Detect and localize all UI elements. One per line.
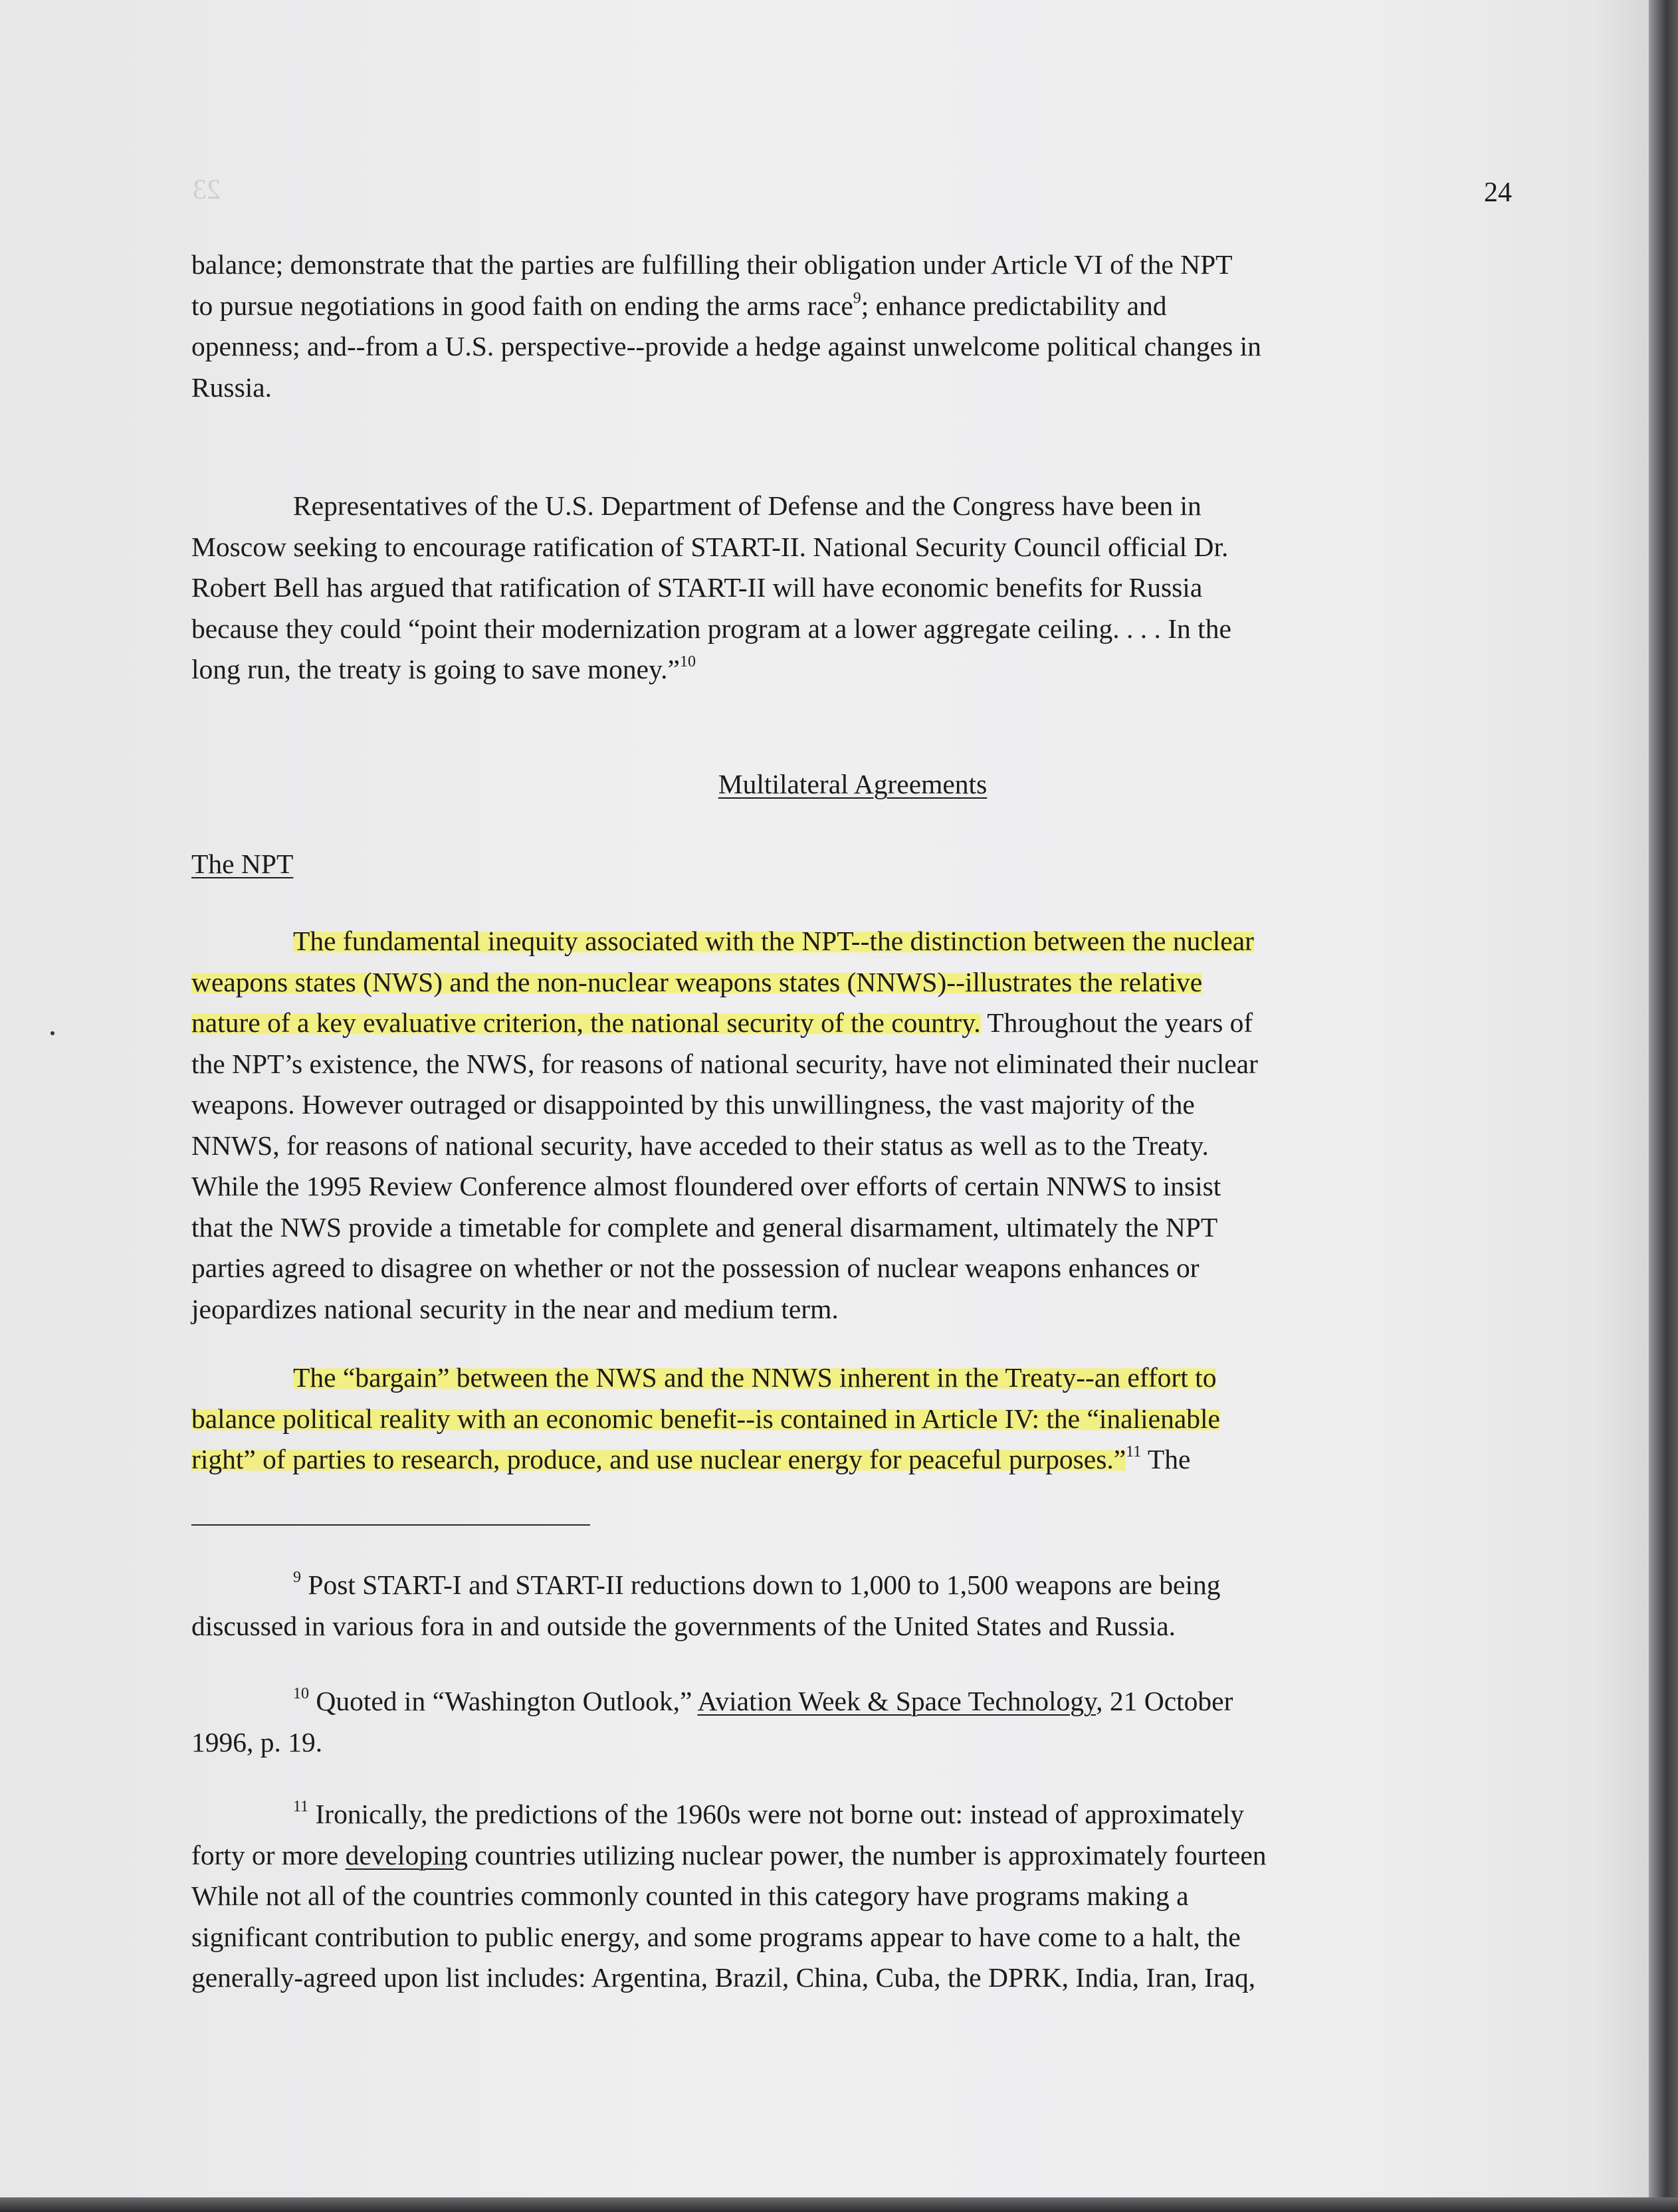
text-line: Robert Bell has argued that ratification of START-II will have economic benefits for Russia — [191, 572, 1203, 603]
page-number: 24 — [1484, 177, 1512, 208]
text-line: Russia. — [191, 371, 272, 403]
subheading-block — [191, 844, 1514, 885]
text-line: balance; demonstrate that the parties are fulfilling their obligation under Article VI of the NPT — [191, 249, 1233, 280]
text-line: right” of parties to research, produce, and use nuclear energy for peaceful purposes.”$^{11}$ The — [191, 1443, 1191, 1474]
section-heading — [191, 764, 1514, 805]
highlighted-text: balance political reality with an economic benefit--is contained in Article IV: the “inalienable — [191, 1403, 1220, 1434]
text-line: long run, the treaty is going to save money.”$^{10}$ — [191, 653, 696, 684]
footnote-11 — [191, 1794, 1514, 1999]
margin-speck — [51, 1031, 54, 1035]
text-line — [191, 1357, 1514, 1399]
text-line: $^{11}$ Ironically, the predictions of the 1960s were not borne out: instead of approximately — [293, 1798, 1245, 1829]
text-line: the NPT’s existence, the NWS, for reasons of national security, have not eliminated their nuclear — [191, 1048, 1258, 1079]
footnote-ref-10: 10 — [679, 653, 696, 670]
text-line: $^{10}$ Quoted in “Washington Outlook,” Aviation Week & Space Technology, 21 October — [293, 1685, 1233, 1716]
paragraph-npt-bargain — [191, 1357, 1514, 1480]
page-bottom-edge — [0, 2197, 1678, 2212]
text-line: jeopardizes national security in the near and medium term. — [191, 1293, 839, 1324]
highlighted-text: The fundamental inequity associated with the NPT--the distinction between the nuclear — [293, 926, 1254, 956]
underlined-word: developing — [345, 1839, 469, 1870]
footnote-mark: 10 — [293, 1685, 309, 1702]
footnote-separator — [191, 1524, 590, 1526]
highlighted-text: weapons states (NWS) and the non-nuclear weapons states (NNWS)--illustrates the relative — [191, 966, 1203, 997]
text-line: weapons. However outraged or disappointed by this unwillingness, the vast majority of the — [191, 1089, 1195, 1120]
bleed-through-page-number: 23 — [193, 175, 221, 205]
paragraph-npt-inequity — [191, 921, 1514, 1330]
highlighted-text: right” of parties to research, produce, and use nuclear energy for peaceful purposes.” — [191, 1444, 1126, 1474]
text-line: openness; and--from a U.S. perspective--provide a hedge against unwelcome political changes in — [191, 331, 1261, 361]
text-line: parties agreed to disagree on whether or not the possession of nuclear weapons enhances or — [191, 1253, 1200, 1283]
text-line: to pursue negotiations in good faith on ending the arms race$^9$; enhance predictability and — [191, 289, 1167, 321]
publication-title: Aviation Week & Space Technology — [697, 1686, 1097, 1716]
text-line: Moscow seeking to encourage ratification of START-II. National Security Council official Dr. — [191, 531, 1229, 562]
footnote-9 — [191, 1565, 1514, 1647]
text-line: 1996, p. 19. — [191, 1726, 323, 1758]
text-line: While not all of the countries commonly counted in this category have programs making a — [191, 1880, 1189, 1911]
text-line: discussed in various fora in and outside the governments of the United States and Russia. — [191, 1610, 1176, 1641]
text-line: nature of a key evaluative criterion, the national security of the country. Throughout the years of — [191, 1007, 1253, 1038]
text-line: generally-agreed upon list includes: Argentina, Brazil, China, Cuba, the DPRK, India, Iran, Iraq, — [191, 1962, 1256, 1993]
text-line: that the NWS provide a timetable for complete and general disarmament, ultimately the NPT — [191, 1211, 1218, 1243]
footnote-ref-11: 11 — [1126, 1443, 1142, 1460]
footnote-mark: 9 — [293, 1569, 301, 1586]
paragraph-start-ii — [191, 486, 1514, 690]
text-line: NNWS, for reasons of national security, have acceded to their status as well as to the Treaty. — [191, 1130, 1209, 1161]
text-line — [191, 1399, 1514, 1440]
text-line: While the 1995 Review Conference almost floundered over efforts of certain NNWS to insist — [191, 1171, 1221, 1201]
text-line: $^9$ Post START-I and START-II reductions down to 1,000 to 1,500 weapons are being — [293, 1569, 1221, 1600]
subheading-the-npt: The NPT — [191, 849, 294, 879]
heading-multilateral-agreements: Multilateral Agreements — [718, 769, 988, 799]
footnote-mark: 11 — [293, 1798, 309, 1815]
text-line: significant contribution to public energy, and some programs appear to have come to a halt, the — [191, 1921, 1241, 1952]
highlighted-text: nature of a key evaluative criterion, the national security of the country. — [191, 1007, 981, 1038]
text-line — [191, 921, 1514, 962]
text-line: forty or more developing countries utilizing nuclear power, the number is approximately fourteen — [191, 1839, 1267, 1870]
footnote-ref-9: 9 — [853, 289, 861, 307]
text-line: because they could “point their modernization program at a lower aggregate ceiling. . . . In the — [191, 613, 1231, 644]
text-line — [191, 962, 1514, 1003]
text-line: Representatives of the U.S. Department of Defense and the Congress have been in — [293, 490, 1202, 521]
footnote-10 — [191, 1681, 1514, 1763]
binding-shadow — [1649, 0, 1678, 2212]
highlighted-text: The “bargain” between the NWS and the NNWS inherent in the Treaty--an effort to — [293, 1362, 1217, 1393]
paragraph-continuation — [191, 245, 1514, 408]
